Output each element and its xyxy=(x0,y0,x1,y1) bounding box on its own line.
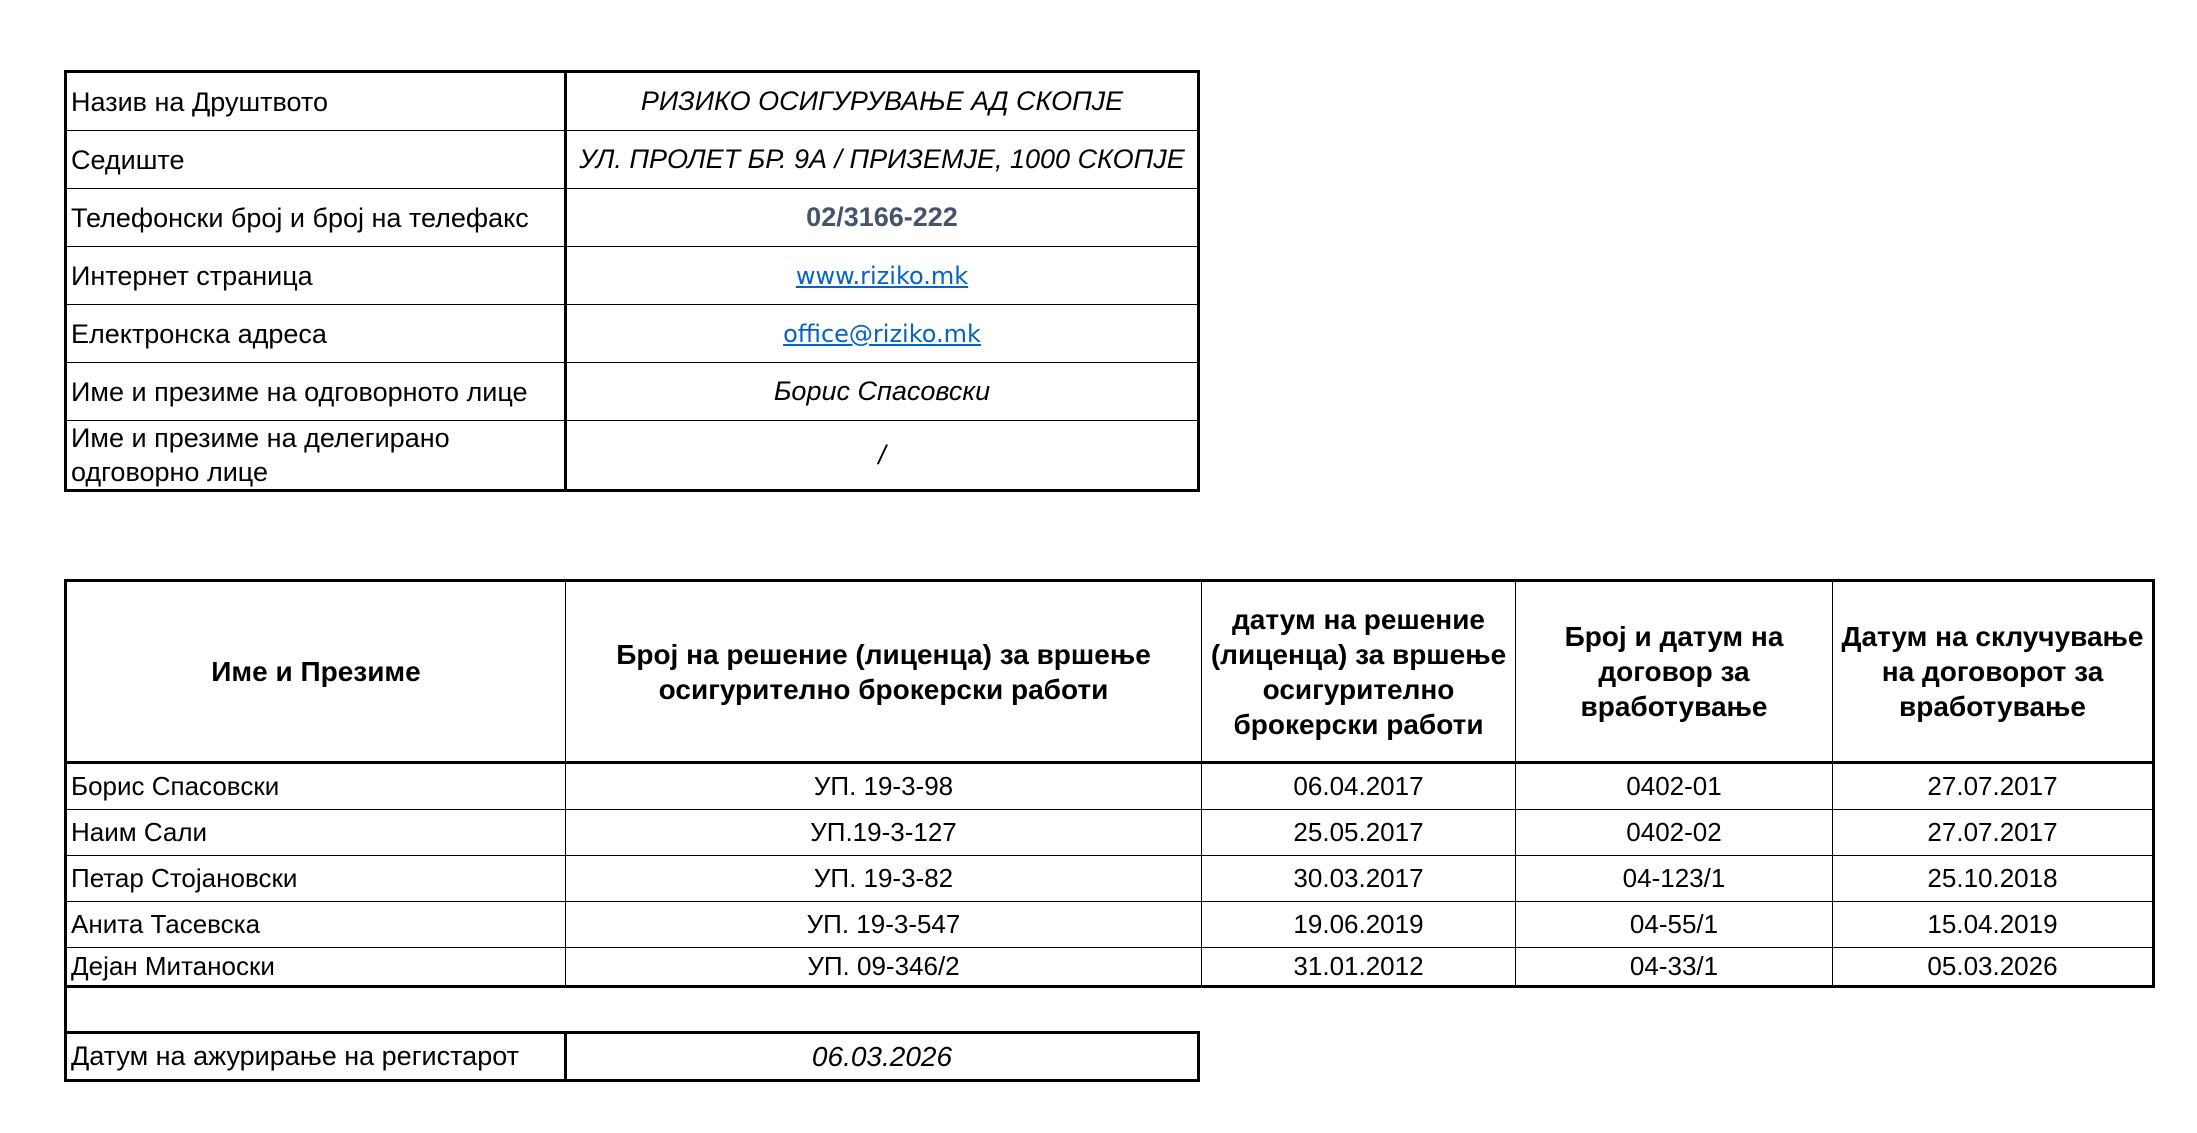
broker-contract-number: 04-33/1 xyxy=(1516,948,1833,987)
table-row xyxy=(66,948,2154,987)
broker-contract-date: 25.10.2018 xyxy=(1833,856,2154,902)
broker-license-date: 19.06.2019 xyxy=(1202,902,1516,948)
table-row xyxy=(66,902,2154,948)
broker-license-date: 31.01.2012 xyxy=(1202,948,1516,987)
broker-contract-date: 27.07.2017 xyxy=(1833,763,2154,810)
header-name: Име и Презиме xyxy=(66,581,566,763)
header-contract-date: Датум на склучување на договорот за вработување xyxy=(1833,581,2154,763)
broker-license-number: УП. 19-3-82 xyxy=(566,856,1202,902)
company-seat-label: Седиште xyxy=(66,131,566,189)
broker-name: Борис Спасовски xyxy=(66,763,566,810)
company-website-link[interactable]: www.riziko.mk xyxy=(795,262,969,290)
broker-contract-number: 04-123/1 xyxy=(1516,856,1833,902)
broker-license-number: УП. 09-346/2 xyxy=(566,948,1202,987)
company-delegated-row xyxy=(66,421,1199,491)
broker-name: Дејан Митаноски xyxy=(66,948,566,987)
register-update-table xyxy=(64,1031,1200,1082)
company-phone-value: 02/3166-222 xyxy=(566,189,1199,247)
company-name-label: Назив на Друштвото xyxy=(66,72,566,131)
broker-name: Анита Тасевска xyxy=(66,902,566,948)
company-email-link[interactable]: office@riziko.mk xyxy=(783,320,981,348)
register-update-date: 06.03.2026 xyxy=(566,1033,1199,1081)
broker-name: Наим Сали xyxy=(66,810,566,856)
company-phone-label: Телефонски број и број на телефакс xyxy=(66,189,566,247)
broker-name: Петар Стојановски xyxy=(66,856,566,902)
broker-license-number: УП.19-3-127 xyxy=(566,810,1202,856)
company-responsible-label: Име и презиме на одговорното лице xyxy=(66,363,566,421)
broker-license-date: 06.04.2017 xyxy=(1202,763,1516,810)
broker-contract-date: 27.07.2017 xyxy=(1833,810,2154,856)
table-row xyxy=(66,810,2154,856)
empty-separator-row xyxy=(64,982,67,1032)
company-website-row xyxy=(66,247,1199,305)
company-responsible-row xyxy=(66,363,1199,421)
broker-license-number: УП. 19-3-547 xyxy=(566,902,1202,948)
broker-contract-number: 0402-01 xyxy=(1516,763,1833,810)
company-seat-value: УЛ. ПРОЛЕТ БР. 9А / ПРИЗЕМЈЕ, 1000 СКОПЈЕ xyxy=(566,131,1199,189)
header-contract-number: Број и датум на договор за вработување xyxy=(1516,581,1833,763)
company-website-label: Интернет страница xyxy=(66,247,566,305)
company-email-label: Електронска адреса xyxy=(66,305,566,363)
broker-contract-number: 04-55/1 xyxy=(1516,902,1833,948)
company-name-row xyxy=(66,72,1199,131)
register-update-label: Датум на ажурирање на регистарот xyxy=(66,1033,566,1081)
table-row xyxy=(66,856,2154,902)
broker-contract-date: 05.03.2026 xyxy=(1833,948,2154,987)
register-update-row xyxy=(66,1033,1199,1081)
company-delegated-value: / xyxy=(566,421,1199,491)
company-delegated-label: Име и презиме на делегирано одговорно лице xyxy=(66,421,566,491)
broker-license-date: 30.03.2017 xyxy=(1202,856,1516,902)
broker-contract-date: 15.04.2019 xyxy=(1833,902,2154,948)
brokers-table xyxy=(64,579,2155,988)
broker-contract-number: 0402-02 xyxy=(1516,810,1833,856)
company-seat-row xyxy=(66,131,1199,189)
company-responsible-value: Борис Спасовски xyxy=(566,363,1199,421)
header-license-date: датум на решение (лиценца) за вршење осигурително брокерски работи xyxy=(1202,581,1516,763)
brokers-header-row xyxy=(66,581,2154,763)
company-info-table xyxy=(64,70,1200,492)
broker-license-number: УП. 19-3-98 xyxy=(566,763,1202,810)
broker-license-date: 25.05.2017 xyxy=(1202,810,1516,856)
company-name-value: РИЗИКО ОСИГУРУВАЊЕ АД СКОПЈЕ xyxy=(566,72,1199,131)
table-row xyxy=(66,763,2154,810)
company-email-row xyxy=(66,305,1199,363)
header-license-number: Број на решение (лиценца) за вршење осигурително брокерски работи xyxy=(566,581,1202,763)
company-phone-row xyxy=(66,189,1199,247)
